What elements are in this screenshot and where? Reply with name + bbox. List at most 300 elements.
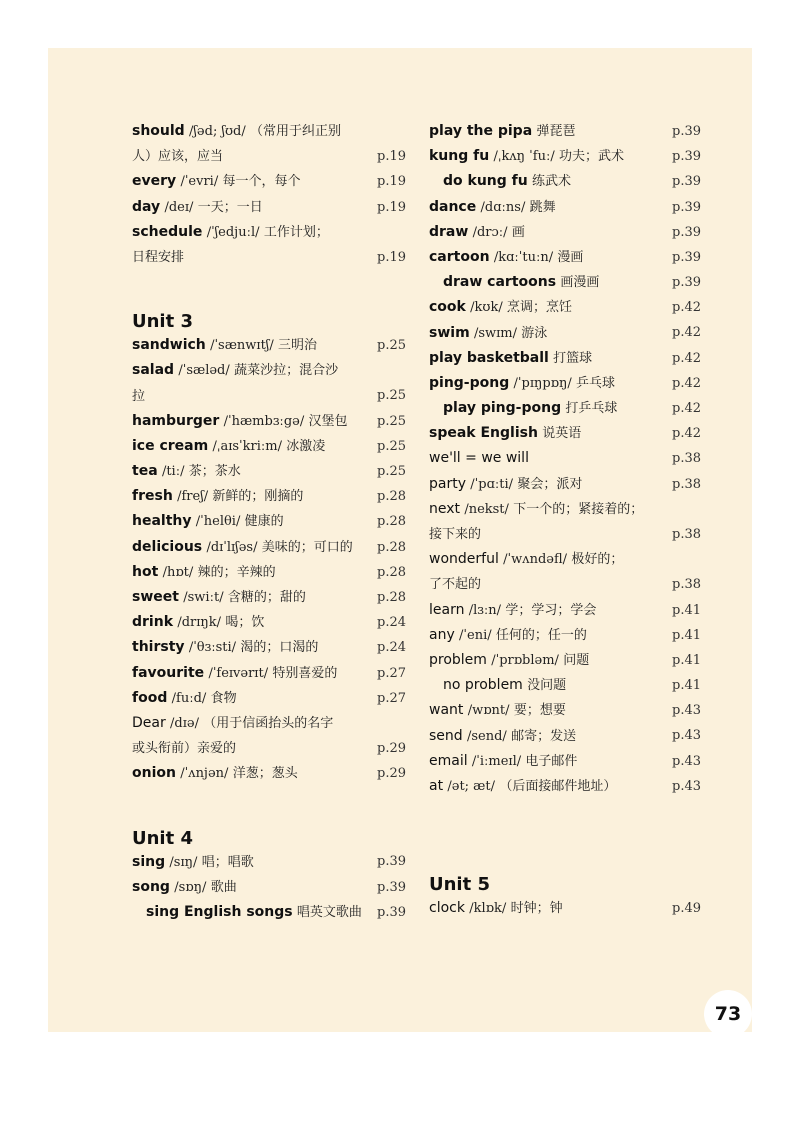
chinese-meaning: 洋葱；葱头 [232,766,298,782]
chinese-meaning: 含糖的；甜的 [227,590,306,605]
entry-line [429,673,701,698]
page-reference: p.29 [377,741,406,757]
chinese-meaning: 打篮球 [553,350,593,366]
vocab-entry [429,421,701,446]
headword: clock [429,900,465,917]
entry-line [429,245,701,270]
chinese-meaning: 画 [511,224,525,240]
chinese-meaning: 画漫画 [560,275,600,291]
headword: fresh [132,488,173,505]
entry-line [132,169,406,194]
chinese-meaning: 或头衔前）亲爱的 [132,741,237,757]
entry-line [429,698,701,723]
entry-line [429,169,701,194]
vocab-entry [429,119,701,144]
page-reference: p.28 [377,539,406,555]
page-reference: p.19 [377,174,406,190]
phonetic: /ˌkʌŋ ˈfuː/ [493,149,555,165]
phonetic: /fuːd/ [171,690,207,706]
headword: play ping-pong [443,400,562,417]
phonetic: /ˈhæmbɜːgə/ [223,413,305,429]
page-reference: p.38 [672,476,701,492]
page-reference: p.28 [377,489,406,505]
entry-line [429,522,701,547]
phonetic: /freʃ/ [177,489,209,505]
page-reference: p.42 [672,325,701,341]
page-reference: p.25 [377,464,406,480]
headword: salad [132,362,175,379]
page-reference: p.24 [377,640,406,656]
vocab-entry [429,547,701,597]
page-reference: p.43 [672,753,701,769]
phonetic: /swiːt/ [183,590,224,605]
entry-line [132,711,406,736]
chinese-meaning: 渴的；口渴的 [240,640,319,656]
chinese-meaning: 新鲜的；刚摘的 [212,489,304,505]
chinese-meaning: 喝；饮 [225,615,265,631]
page-reference: p.38 [672,451,701,467]
headword: want [429,702,464,719]
chinese-meaning: 工作计划； [263,224,329,240]
page-reference: p.27 [377,690,406,706]
phonetic: /ˈʃedjuːl/ [206,224,260,240]
entry-line [429,195,701,220]
chinese-meaning: 跳舞 [529,199,556,215]
headword: draw [429,223,469,240]
vocab-entry [132,484,406,509]
vocab-entry [429,270,701,295]
entry-line [429,144,701,169]
chinese-meaning: 特别喜爱的 [272,665,338,681]
chinese-meaning: （常用于纠正别 [250,124,342,139]
headword: hamburger [132,412,220,429]
vocab-entry [132,900,406,925]
entry-line [429,598,701,623]
chinese-meaning: 没问题 [527,678,567,694]
page-reference: p.25 [377,438,406,454]
chinese-meaning: 功夫；武术 [559,149,625,165]
entry-line [429,119,701,144]
headword: ping-pong [429,374,510,391]
vocab-entry [132,509,406,534]
vocab-entry [429,220,701,245]
vocab-entry [132,459,406,484]
chinese-meaning: 茶；茶水 [188,464,241,480]
entry-line [132,119,406,144]
section-gap [429,799,701,833]
entry-line [429,472,701,497]
vocab-entry [429,321,701,346]
headword: delicious [132,538,203,555]
phonetic: /ət; æt/ [447,778,496,794]
page-reference: p.25 [377,388,406,404]
unit-heading: Unit 5 [429,874,490,896]
chinese-meaning: 一天；一日 [197,199,263,215]
headword: we'll = we will [429,450,529,467]
headword: Dear [132,714,166,731]
headword: cartoon [429,248,490,265]
vocab-entry [132,535,406,560]
vocab-entry [429,749,701,774]
entry-line [429,270,701,295]
entry-line [132,736,406,761]
entry-line [429,572,701,597]
entry-line [132,245,406,270]
entry-line [132,761,406,786]
headword: send [429,727,463,744]
phonetic: /dɪə/ [170,715,199,731]
chinese-meaning: 日程安排 [132,249,185,265]
chinese-meaning: 乒乓球 [576,375,616,391]
chinese-meaning: 汉堡包 [308,413,348,429]
headword: next [429,500,461,517]
headword: play basketball [429,349,549,366]
entry-line [132,686,406,711]
chinese-meaning: 烹调；烹饪 [507,300,573,316]
entry-line [429,497,701,522]
page-reference: p.38 [672,577,701,593]
page-reference: p.27 [377,665,406,681]
headword: hot [132,563,159,580]
entry-line [132,535,406,560]
headword: wonderful [429,551,499,568]
vocab-entry [132,560,406,585]
headword: every [132,173,177,190]
phonetic: /sɒŋ/ [174,879,207,895]
phonetic: /ˈsænwɪtʃ/ [210,338,274,354]
entry-line [429,774,701,799]
chinese-meaning: 下一个的；紧接着的； [513,501,644,517]
vocab-entry [429,245,701,270]
chinese-meaning: 了不起的 [429,577,482,593]
entry-line [132,635,406,660]
chinese-meaning: 唱；唱歌 [201,854,254,870]
headword: sweet [132,589,179,605]
page-reference: p.38 [672,526,701,542]
entry-line [132,333,406,358]
vocab-entry [429,497,701,547]
page-reference: p.43 [672,778,701,794]
chinese-meaning: 任何的；任一的 [495,627,587,643]
chinese-meaning: 极好的； [571,552,624,568]
phonetic: /ʃəd; ʃʊd/ [189,124,246,139]
phonetic: /swɪm/ [473,325,517,341]
entry-line [132,484,406,509]
chinese-meaning: （用于信函抬头的名字 [203,715,334,731]
page-reference: p.39 [672,123,701,139]
page-reference: p.39 [672,199,701,215]
entry-line [429,749,701,774]
headword: schedule [132,223,203,240]
chinese-meaning: 蔬菜沙拉；混合沙 [234,363,339,379]
page-reference: p.39 [672,149,701,165]
phonetic: /hɒt/ [162,564,194,580]
headword: learn [429,601,465,618]
phonetic: /kʊk/ [470,300,503,316]
phonetic: /drɪŋk/ [177,615,222,631]
entry-line [429,321,701,346]
phonetic: /tiː/ [161,464,185,480]
headword: drink [132,614,174,631]
chinese-meaning: （后面接邮件地址） [499,778,617,794]
vocab-entry [429,774,701,799]
headword: should [132,123,185,139]
chinese-meaning: 要；想要 [513,703,566,719]
page-reference: p.39 [672,249,701,265]
entry-line [132,459,406,484]
vocab-entry [429,396,701,421]
page-reference: p.41 [672,652,701,668]
unit-heading: Unit 4 [132,827,193,849]
phonetic: /drɔː/ [472,224,508,240]
chinese-meaning: 邮寄；发送 [511,728,577,744]
page-reference: p.19 [377,149,406,165]
vocab-entry [429,169,701,194]
phonetic: /nekst/ [464,501,509,517]
vocab-entry [132,585,406,610]
headword: onion [132,765,176,782]
page-reference: p.41 [672,678,701,694]
page-reference: p.41 [672,627,701,643]
chinese-meaning: 问题 [563,652,590,668]
vocab-entry [132,358,406,408]
vocab-entry [429,371,701,396]
chinese-meaning: 辣的；辛辣的 [197,564,276,580]
phonetic: /sɪŋ/ [169,854,198,870]
phonetic: /dɪˈlɪʃəs/ [206,539,258,555]
entry-line [429,220,701,245]
vocab-entry [429,648,701,673]
vocab-entry [132,220,406,270]
vocab-entry [132,333,406,358]
chinese-meaning: 游泳 [521,325,548,341]
headword: favourite [132,664,205,681]
phonetic: /ˈwʌndəfl/ [503,552,568,568]
page-reference: p.19 [377,249,406,265]
vocab-entry [132,169,406,194]
vocab-entry [132,761,406,786]
phonetic: /ˈfeɪvərɪt/ [208,665,269,681]
entry-line [132,409,406,434]
page-reference: p.43 [672,703,701,719]
entry-line [132,434,406,459]
headword: song [132,878,170,895]
entry-line [429,648,701,673]
headword: draw cartoons [443,274,557,291]
chinese-meaning: 人）应该，应当 [132,149,224,165]
phonetic: /ˈθɜːsti/ [188,640,237,656]
entry-line [429,623,701,648]
chinese-meaning: 每一个，每个 [222,174,301,190]
headword: cook [429,299,466,316]
chinese-meaning: 歌曲 [210,879,237,895]
entry-line [132,220,406,245]
entry-line [429,896,701,921]
headword: speak English [429,425,538,442]
phonetic: /ˌaɪsˈkriːm/ [212,438,282,454]
phonetic: /kɑːˈtuːn/ [493,249,554,265]
headword: sing [132,853,166,870]
entry-line [132,585,406,610]
vocab-entry [132,850,406,875]
vocab-entry [132,661,406,686]
page-reference: p.42 [672,426,701,442]
phonetic: /ˈevri/ [180,174,219,190]
headword: no problem [443,677,523,694]
entry-line [132,358,406,383]
headword: food [132,689,168,706]
headword: problem [429,651,487,668]
entry-line [132,384,406,409]
phonetic: /ˈhelθi/ [195,514,241,530]
headword: play the pipa [429,123,533,139]
chinese-meaning: 拉 [132,388,146,404]
headword: swim [429,324,470,341]
page-reference: p.42 [672,401,701,417]
headword: dance [429,198,477,215]
entry-line [132,850,406,875]
headword: any [429,626,455,643]
entry-line [429,547,701,572]
chinese-meaning: 电子邮件 [525,753,578,769]
page-number: 73 [704,990,752,1038]
page-reference: p.42 [672,375,701,391]
entry-line [429,724,701,749]
headword: kung fu [429,148,490,165]
headword: tea [132,463,158,480]
vocab-entry [429,698,701,723]
vocab-entry [132,119,406,169]
chinese-meaning: 漫画 [557,249,584,265]
vocab-entry [429,673,701,698]
vocab-entry [132,711,406,761]
vocab-entry [132,635,406,660]
phonetic: /wɒnt/ [467,703,510,719]
entry-line [132,195,406,220]
vocab-entry [429,623,701,648]
vocab-entry [132,610,406,635]
vocab-entry [429,295,701,320]
entry-line [132,610,406,635]
page-reference: p.42 [672,300,701,316]
headword: healthy [132,513,192,530]
page-reference: p.19 [377,199,406,215]
entry-line [132,144,406,169]
phonetic: /ˈiːmeɪl/ [471,753,522,769]
phonetic: /send/ [466,728,507,744]
entry-line [429,396,701,421]
phonetic: /ˈprɒbləm/ [491,652,559,668]
phonetic: /deɪ/ [164,199,194,215]
vocab-entry [429,896,701,921]
left-column [132,119,406,925]
chinese-meaning: 唱英文歌曲 [296,904,362,920]
headword: do kung fu [443,173,528,190]
phonetic: /ˈsæləd/ [178,363,230,379]
headword: sing English songs [146,903,293,920]
chinese-meaning: 冰激凌 [286,438,326,454]
entry-line [429,371,701,396]
phonetic: /ˈpɑːti/ [470,476,514,492]
chinese-meaning: 练武术 [532,174,572,190]
vocab-entry [429,144,701,169]
entry-line [429,346,701,371]
page-reference: p.39 [377,879,406,895]
vocab-entry [132,195,406,220]
chinese-meaning: 接下来的 [429,527,482,542]
chinese-meaning: 时钟；钟 [510,901,563,917]
headword: party [429,475,466,492]
page-reference: p.43 [672,728,701,744]
page-reference: p.39 [377,854,406,870]
phonetic: /klɒk/ [469,901,507,917]
entry-line [132,875,406,900]
vocab-entry [429,195,701,220]
unit-heading: Unit 3 [132,311,193,333]
right-column [429,119,701,921]
page-reference: p.28 [377,564,406,580]
page-reference: p.28 [377,589,406,605]
vocab-entry [132,434,406,459]
headword: thirsty [132,639,185,656]
page-reference: p.41 [672,602,701,618]
page-reference: p.24 [377,615,406,631]
vocab-entry [429,472,701,497]
phonetic: /dɑːns/ [480,199,526,215]
page-reference: p.39 [672,224,701,240]
chinese-meaning: 美味的；可口的 [261,539,353,555]
page-reference: p.28 [377,514,406,530]
page-reference: p.25 [377,413,406,429]
vocab-entry [429,724,701,749]
phonetic: /ˈpɪŋpɒŋ/ [513,375,572,391]
vocab-entry [132,686,406,711]
vocab-entry [132,875,406,900]
entry-line [429,295,701,320]
entry-line [429,446,701,471]
chinese-meaning: 弹琵琶 [536,124,576,139]
entry-line [132,661,406,686]
page-reference: p.39 [672,174,701,190]
page-reference: p.39 [377,904,406,920]
chinese-meaning: 说英语 [542,426,582,442]
chinese-meaning: 聚会；派对 [517,476,583,492]
headword: day [132,198,161,215]
headword: at [429,777,444,794]
page-reference: p.25 [377,338,406,354]
vocab-entry [429,598,701,623]
chinese-meaning: 学；学习；学会 [505,602,597,618]
phonetic: /ˈeni/ [459,627,492,643]
phonetic: /ˈʌnjən/ [180,766,229,782]
page-reference: p.39 [672,275,701,291]
page-reference: p.29 [377,766,406,782]
page-reference: p.49 [672,901,701,917]
vocab-entry [429,346,701,371]
phonetic: /lɜːn/ [468,602,502,618]
entry-line [429,421,701,446]
headword: ice cream [132,437,209,454]
headword: email [429,752,468,769]
entry-line [132,900,406,925]
chinese-meaning: 三明治 [278,338,318,354]
chinese-meaning: 食物 [210,690,237,706]
chinese-meaning: 健康的 [244,514,284,530]
vocab-entry [429,446,701,471]
vocab-entry [132,409,406,434]
page-reference: p.42 [672,350,701,366]
chinese-meaning: 打乒乓球 [565,401,618,417]
